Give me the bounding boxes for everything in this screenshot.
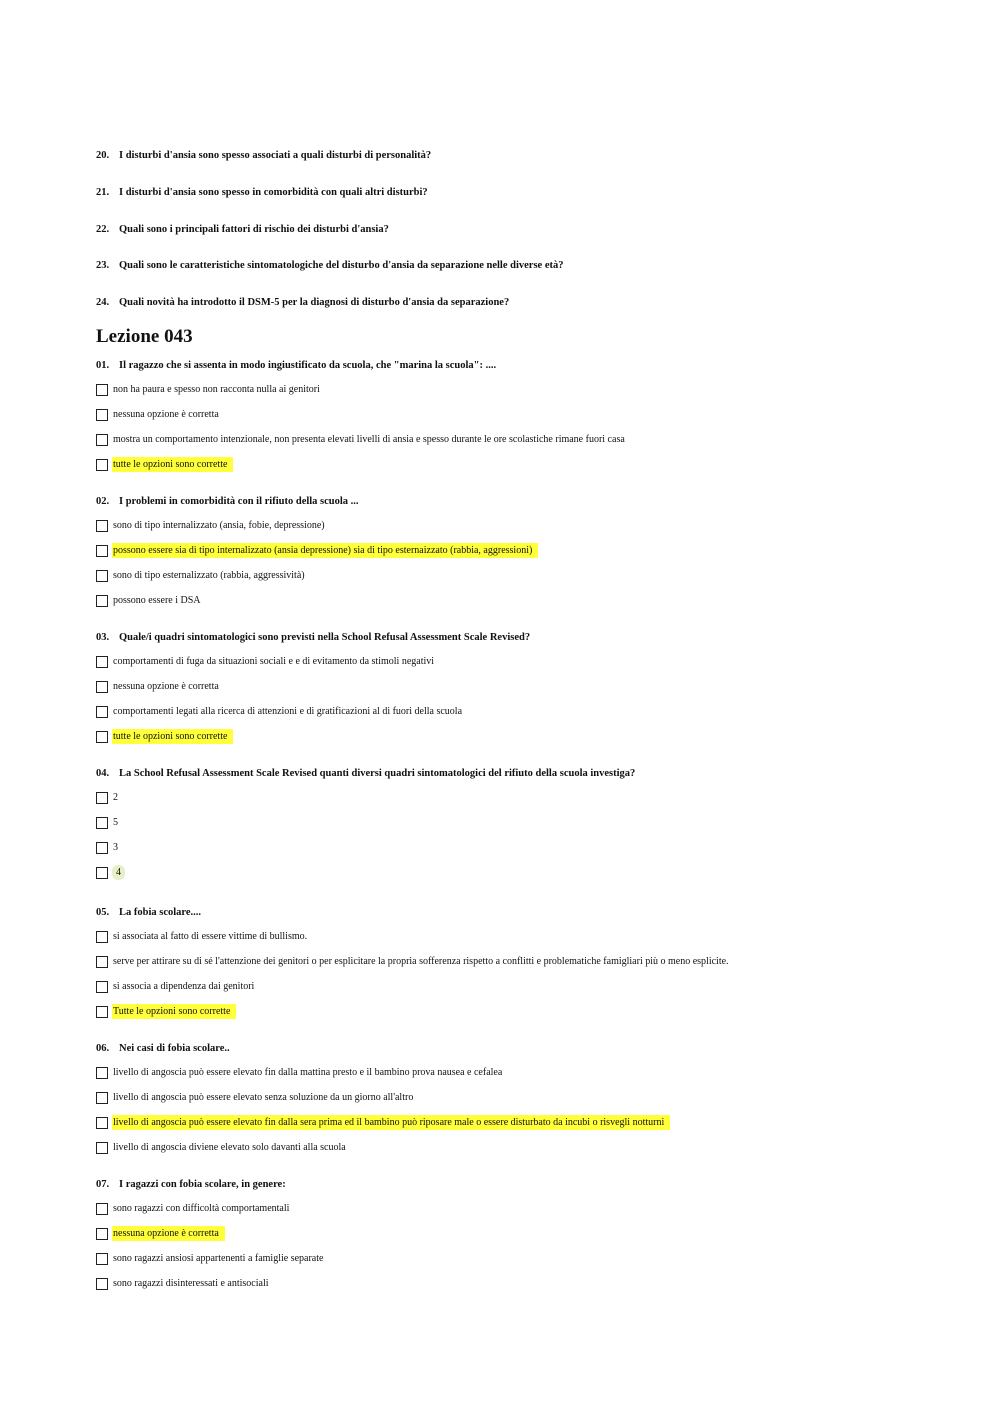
answer-option[interactable]: sono di tipo internalizzato (ansia, fobie, depressione) xyxy=(96,513,896,538)
mcq-question-block xyxy=(96,495,896,613)
checkbox[interactable] xyxy=(96,1203,108,1215)
checkbox[interactable] xyxy=(96,1278,108,1290)
checkbox[interactable] xyxy=(96,681,108,693)
mcq-question: 01. Il ragazzo che si assenta in modo ingiustificato da scuola, che "marina la scuola": .... xyxy=(96,360,497,371)
checkbox[interactable] xyxy=(96,409,108,421)
checkbox[interactable] xyxy=(96,1092,108,1104)
answer-option[interactable]: si associata al fatto di essere vittime di bullismo. xyxy=(96,924,896,949)
open-question: 21. I disturbi d'ansia sono spesso in comorbidità con quali altri disturbi? xyxy=(96,187,428,198)
answer-option[interactable] xyxy=(96,724,896,749)
answer-option[interactable] xyxy=(96,999,896,1024)
answer-option[interactable]: 3 xyxy=(96,835,896,860)
marked-answer: 4 xyxy=(112,865,125,880)
checkbox[interactable] xyxy=(96,1228,108,1240)
answer-option[interactable]: serve per attirare su di sé l'attenzione dei genitori o per esplicitare la propria sofferenza rispetto a conflitti e problematiche famigliari più o meno esplicite. xyxy=(96,949,896,974)
checkbox[interactable] xyxy=(96,817,108,829)
answer-option[interactable]: livello di angoscia può essere elevato senza soluzione da un giorno all'altro xyxy=(96,1085,896,1110)
mcq-question: 05. La fobia scolare.... xyxy=(96,907,202,918)
checkbox[interactable] xyxy=(96,706,108,718)
mcq-question-block xyxy=(96,767,896,885)
answer-option[interactable]: sono ragazzi con difficoltà comportamentali xyxy=(96,1196,896,1221)
answer-option[interactable]: mostra un comportamento intenzionale, non presenta elevati livelli di ansia e spesso durante le ore scolastiche rimane fuori casa xyxy=(96,427,896,452)
checkbox[interactable] xyxy=(96,434,108,446)
answer-option[interactable]: livello di angoscia può essere elevato fin dalla mattina presto e il bambino prova nausea e cefalea xyxy=(96,1060,896,1085)
answer-option[interactable] xyxy=(96,1221,896,1246)
answer-option[interactable]: sono di tipo esternalizzato (rabbia, aggressività) xyxy=(96,563,896,588)
open-question: 23. Quali sono le caratteristiche sintomatologiche del disturbo d'ansia da separazione nelle diverse età? xyxy=(96,260,564,271)
checkbox[interactable] xyxy=(96,981,108,993)
highlighted-answer: livello di angoscia può essere elevato fin dalla sera prima ed il bambino può riposare male o essere disturbato da incubi o risvegli notturni xyxy=(112,1115,670,1130)
checkbox[interactable] xyxy=(96,931,108,943)
answer-option[interactable]: possono essere i DSA xyxy=(96,588,896,613)
mcq-question-block xyxy=(96,906,896,1024)
answer-option[interactable] xyxy=(96,452,896,477)
checkbox[interactable] xyxy=(96,570,108,582)
answer-option[interactable] xyxy=(96,1110,896,1135)
answer-option[interactable]: 2 xyxy=(96,785,896,810)
answer-option[interactable]: sono ragazzi disinteressati e antisociali xyxy=(96,1271,896,1296)
answer-option[interactable] xyxy=(96,538,896,563)
highlighted-answer: nessuna opzione è corretta xyxy=(112,1226,225,1241)
answer-option[interactable]: sono ragazzi ansiosi appartenenti a famiglie separate xyxy=(96,1246,896,1271)
highlighted-answer: tutte le opzioni sono corrette xyxy=(112,729,233,744)
answer-option[interactable]: comportamenti di fuga da situazioni sociali e e di evitamento da stimoli negativi xyxy=(96,649,896,674)
checkbox[interactable] xyxy=(96,595,108,607)
checkbox[interactable] xyxy=(96,792,108,804)
checkbox[interactable] xyxy=(96,1067,108,1079)
checkbox[interactable] xyxy=(96,520,108,532)
lesson-title: Lezione 043 xyxy=(96,326,193,347)
checkbox[interactable] xyxy=(96,1142,108,1154)
open-question: 20. I disturbi d'ansia sono spesso associati a quali disturbi di personalità? xyxy=(96,150,432,161)
mcq-question-block xyxy=(96,1178,896,1296)
checkbox[interactable] xyxy=(96,1006,108,1018)
mcq-question: 03. Quale/i quadri sintomatologici sono previsti nella School Refusal Assessment Scale Revised? xyxy=(96,632,531,643)
checkbox[interactable] xyxy=(96,1253,108,1265)
answer-option[interactable]: livello di angoscia diviene elevato solo davanti alla scuola xyxy=(96,1135,896,1160)
mcq-question-block xyxy=(96,359,896,477)
mcq-question-block xyxy=(96,1042,896,1160)
checkbox[interactable] xyxy=(96,459,108,471)
highlighted-answer: possono essere sia di tipo internalizzato (ansia depressione) sia di tipo esternaizzato (rabbia, aggressioni) xyxy=(112,543,538,558)
highlighted-answer: Tutte le opzioni sono corrette xyxy=(112,1004,236,1019)
checkbox[interactable] xyxy=(96,545,108,557)
checkbox[interactable] xyxy=(96,956,108,968)
answer-option[interactable]: 5 xyxy=(96,810,896,835)
answer-option[interactable]: nessuna opzione è corretta xyxy=(96,674,896,699)
checkbox[interactable] xyxy=(96,656,108,668)
highlighted-answer: tutte le opzioni sono corrette xyxy=(112,457,233,472)
mcq-question: 04. La School Refusal Assessment Scale Revised quanti diversi quadri sintomatologici del rifiuto della scuola investiga? xyxy=(96,768,636,779)
answer-option[interactable]: si associa a dipendenza dai genitori xyxy=(96,974,896,999)
checkbox[interactable] xyxy=(96,731,108,743)
checkbox[interactable] xyxy=(96,1117,108,1129)
mcq-question: 07. I ragazzi con fobia scolare, in genere: xyxy=(96,1179,286,1190)
answer-option[interactable]: nessuna opzione è corretta xyxy=(96,402,896,427)
open-question: 24. Quali novità ha introdotto il DSM-5 per la diagnosi di disturbo d'ansia da separazione? xyxy=(96,297,510,308)
mcq-question: 06. Nei casi di fobia scolare.. xyxy=(96,1043,230,1054)
answer-option[interactable]: non ha paura e spesso non racconta nulla ai genitori xyxy=(96,377,896,402)
answer-option[interactable]: comportamenti legati alla ricerca di attenzioni e di gratificazioni al di fuori della scuola xyxy=(96,699,896,724)
answer-option[interactable] xyxy=(96,860,896,885)
checkbox[interactable] xyxy=(96,384,108,396)
open-question: 22. Quali sono i principali fattori di rischio dei disturbi d'ansia? xyxy=(96,224,389,235)
checkbox[interactable] xyxy=(96,867,108,879)
mcq-question-block xyxy=(96,631,896,749)
mcq-question: 02. I problemi in comorbidità con il rifiuto della scuola ... xyxy=(96,496,359,507)
checkbox[interactable] xyxy=(96,842,108,854)
